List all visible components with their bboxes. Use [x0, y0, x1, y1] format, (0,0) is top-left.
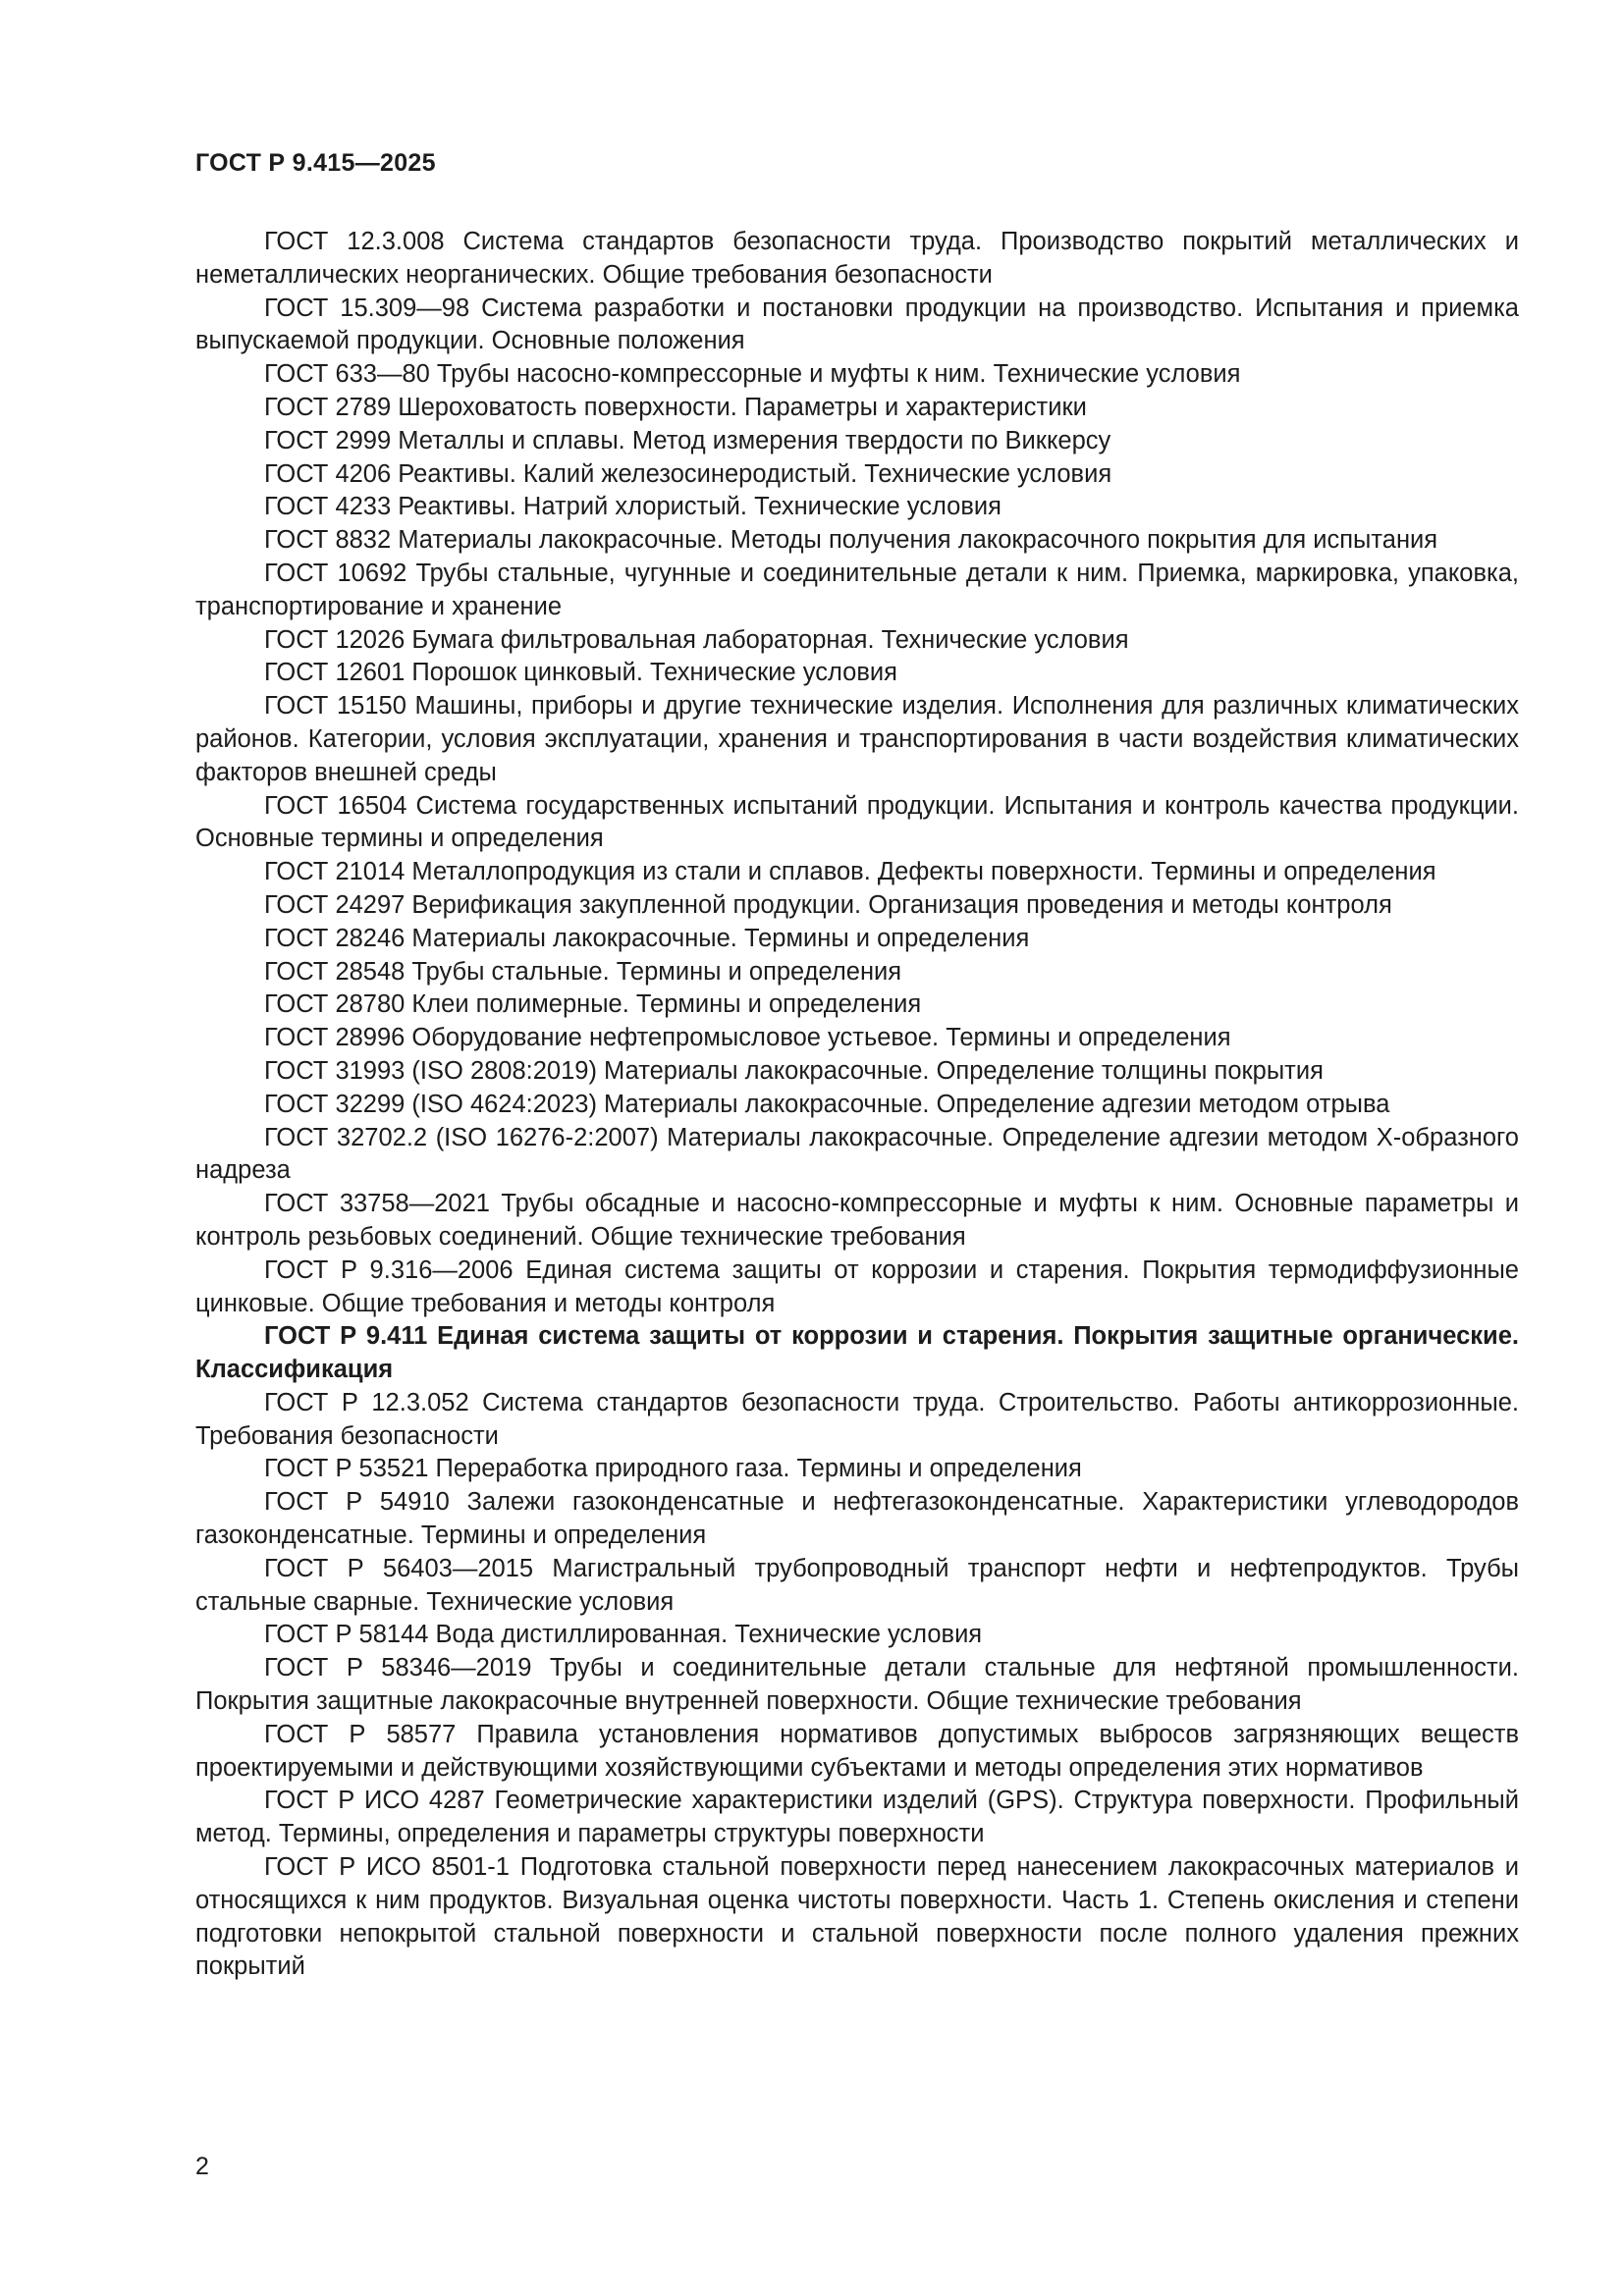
reference-entry: ГОСТ 31993 (ISO 2808:2019) Материалы лакокрасочные. Определение толщины покрытия — [264, 1056, 1324, 1085]
reference-entry: ГОСТ Р 9.411 Единая система защиты от коррозии и старения. Покрытия защитные органические. Классификация — [195, 1322, 1519, 1384]
reference-entry: ГОСТ Р 9.316—2006 Единая система защиты от коррозии и старения. Покрытия термодиффузионные цинковые. Общие требования и методы контроля — [195, 1255, 1519, 1317]
reference-entry: ГОСТ 12026 Бумага фильтровальная лабораторная. Технические условия — [264, 625, 1129, 654]
reference-entry: ГОСТ 28246 Материалы лакокрасочные. Термины и определения — [264, 924, 1030, 952]
document-header: ГОСТ Р 9.415—2025 — [195, 149, 436, 177]
reference-entry: ГОСТ Р ИСО 8501-1 Подготовка стальной поверхности перед нанесением лакокрасочных материалов и относящихся к ним продуктов. Визуальная оценка чистоты поверхности. Часть 1. Степень окисления и степени подготовки непокрытой стальной поверхности и стальной поверхности после полного удаления прежних покрытий — [195, 1853, 1519, 1981]
reference-entry: ГОСТ Р 12.3.052 Система стандартов безопасности труда. Строительство. Работы антикоррозионные. Требования безопасности — [195, 1388, 1519, 1450]
reference-entry: ГОСТ Р 53521 Переработка природного газа. Термины и определения — [264, 1455, 1082, 1483]
reference-entry: ГОСТ Р 58346—2019 Трубы и соединительные детали стальные для нефтяной промышленности. Покрытия защитные лакокрасочные внутренней поверхности. Общие технические требования — [195, 1654, 1519, 1716]
reference-entry: ГОСТ 12601 Порошок цинковый. Технические условия — [264, 659, 897, 687]
reference-entry: ГОСТ 28780 Клеи полимерные. Термины и определения — [264, 990, 922, 1019]
reference-entry: ГОСТ 15.309—98 Система разработки и постановки продукции на производство. Испытания и приемка выпускаемой продукции. Основные положения — [195, 294, 1519, 355]
reference-entry: ГОСТ 2999 Металлы и сплавы. Метод измерения твердости по Виккерсу — [264, 426, 1111, 454]
reference-entry: ГОСТ 8832 Материалы лакокрасочные. Методы получения лакокрасочного покрытия для испытания — [264, 526, 1438, 555]
reference-entry: ГОСТ 24297 Верификация закупленной продукции. Организация проведения и методы контроля — [264, 890, 1392, 919]
reference-entry: ГОСТ 15150 Машины, приборы и другие технические изделия. Исполнения для различных климатических районов. Категории, условия эксплуатации, хранения и транспортирования в части воздействия климатических факторов внешней среды — [195, 692, 1519, 786]
reference-entry: ГОСТ Р 56403—2015 Магистральный трубопроводный транспорт нефти и нефтепродуктов. Трубы стальные сварные. Технические условия — [195, 1554, 1519, 1616]
reference-entry: ГОСТ Р ИСО 4287 Геометрические характеристики изделий (GPS). Структура поверхности. Профильный метод. Термины, определения и параметры структуры поверхности — [195, 1787, 1519, 1848]
reference-entry: ГОСТ 10692 Трубы стальные, чугунные и соединительные детали к ним. Приемка, маркировка, упаковка, транспортирование и хранение — [195, 559, 1519, 620]
reference-entry: ГОСТ 33758—2021 Трубы обсадные и насосно-компрессорные и муфты к ним. Основные параметры и контроль резьбовых соединений. Общие технические требования — [195, 1190, 1519, 1251]
reference-entry: ГОСТ 4206 Реактивы. Калий железосинеродистый. Технические условия — [264, 459, 1112, 488]
reference-entry: ГОСТ 32299 (ISO 4624:2023) Материалы лакокрасочные. Определение адгезии методом отрыва — [264, 1090, 1390, 1118]
reference-entry: ГОСТ Р 58144 Вода дистиллированная. Технические условия — [264, 1621, 983, 1649]
reference-entry: ГОСТ Р 58577 Правила установления нормативов допустимых выбросов загрязняющих веществ проектируемыми и действующими хозяйствующими субъектами и методы определения этих нормативов — [195, 1720, 1519, 1782]
reference-entry: ГОСТ Р 54910 Залежи газоконденсатные и нефтегазоконденсатные. Характеристики углеводородов газоконденсатные. Термины и определения — [195, 1488, 1519, 1550]
reference-entry: ГОСТ 4233 Реактивы. Натрий хлористый. Технические условия — [264, 493, 1001, 521]
reference-entry: ГОСТ 28996 Оборудование нефтепромысловое устьевое. Термины и определения — [264, 1024, 1231, 1052]
reference-entry: ГОСТ 32702.2 (ISO 16276-2:2007) Материалы лакокрасочные. Определение адгезии методом Х-образного надреза — [195, 1123, 1519, 1185]
normative-references-list — [195, 226, 1519, 1984]
reference-entry: ГОСТ 2789 Шероховатость поверхности. Параметры и характеристики — [264, 393, 1087, 421]
reference-entry: ГОСТ 633—80 Трубы насосно-компрессорные и муфты к ним. Технические условия — [264, 360, 1241, 389]
page-number: 2 — [195, 2153, 209, 2180]
reference-entry: ГОСТ 12.3.008 Система стандартов безопасности труда. Производство покрытий металлических и неметаллических неорганических. Общие требования безопасности — [195, 228, 1519, 289]
reference-entry: ГОСТ 21014 Металлопродукция из стали и сплавов. Дефекты поверхности. Термины и определения — [264, 858, 1436, 886]
reference-entry: ГОСТ 16504 Система государственных испытаний продукции. Испытания и контроль качества продукции. Основные термины и определения — [195, 791, 1519, 853]
reference-entry: ГОСТ 28548 Трубы стальные. Термины и определения — [264, 957, 902, 986]
